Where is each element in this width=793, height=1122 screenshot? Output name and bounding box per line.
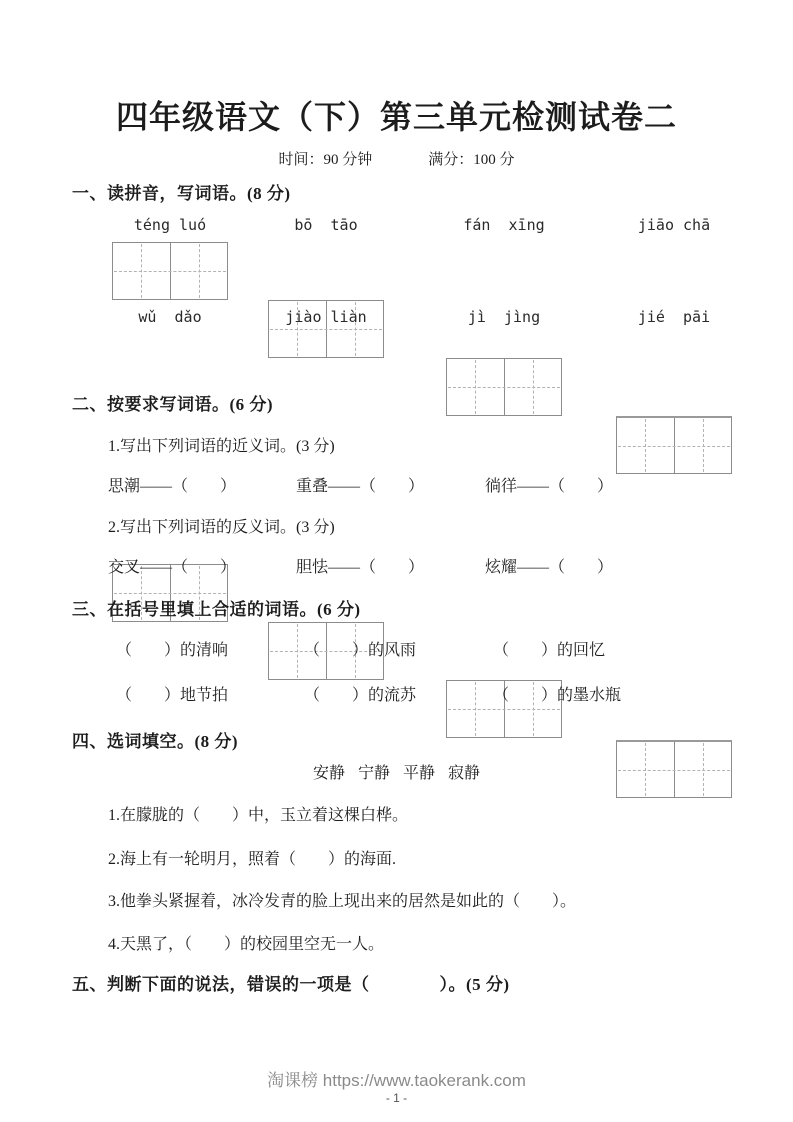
grid-cell [113,243,171,299]
fill-blank-item: 4.天黑了，（ ）的校园里空无一人。 [108,936,385,953]
writing-grid [112,242,228,300]
pinyin-label: jié pāi [637,308,711,326]
section-2-subitem-2: 2.写出下列词语的反义词。(3 分) [108,519,335,536]
section-1-heading: 一、读拼音，写词语。(8 分) [72,184,291,203]
grid-cell [171,243,228,299]
section-3-heading: 三、在括号里填上合适的词语。(6 分) [72,600,361,619]
antonym-blank: 胆怯——（ ） [296,559,425,576]
time-limit-label: 时间：90 分钟 [278,152,373,168]
synonym-blank-row [108,473,753,495]
page-number: - 1 - [385,1091,408,1105]
section-2-heading: 二、按要求写词语。(6 分) [72,395,274,414]
pinyin-label: wǔ dǎo [138,308,202,326]
grid-cell [617,418,675,473]
synonym-blank: 徜徉——（ ） [485,478,614,495]
antonym-blank-row [108,554,753,576]
pinyin-label: jì jìng [467,308,541,326]
pinyin-label: fán xīng [463,216,545,234]
phrase-blank: （ ）的清响 [116,642,229,659]
fill-blank-item: 3.他拳头紧握着，冰冷发青的脸上现出来的居然是如此的（ ）。 [108,893,577,910]
pinyin-label: jiāo chā [637,216,711,234]
section-2-subitem-1: 1.写出下列词语的近义词。(3 分) [108,438,335,455]
antonym-blank: 交叉——（ ） [108,559,237,576]
section-4-heading: 四、选词填空。(8 分) [72,732,239,751]
synonym-blank: 思潮——（ ） [108,478,237,495]
phrase-blank-row [116,682,753,704]
grid-cell [675,418,732,473]
synonym-blank: 重叠——（ ） [296,478,425,495]
writing-grid [616,416,732,474]
antonym-blank: 炫耀——（ ） [485,559,614,576]
phrase-blank: （ ）的回忆 [493,642,606,659]
pinyin-label: téng luó [133,216,207,234]
phrase-blank: （ ）的风雨 [304,642,417,659]
fill-blank-item: 1.在朦胧的（ ）中，玉立着这棵白桦。 [108,807,409,824]
pinyin-label: bō tāo [294,216,358,234]
fill-blank-item: 2.海上有一轮明月，照着（ ）的海面. [108,851,397,868]
phrase-blank: （ ）的流苏 [304,687,417,704]
grid-cell [447,359,505,415]
word-bank: 安静 宁静 平静 寂静 [312,765,480,782]
exam-title: 四年级语文（下）第三单元检测试卷二 [115,99,677,135]
grid-cell [505,359,562,415]
phrase-blank: （ ）的墨水瓶 [493,687,622,704]
footer-site-link: 淘课榜 https://www.taokerank.com [267,1071,526,1090]
phrase-blank-row [116,637,753,659]
phrase-blank: （ ）地节拍 [116,687,229,704]
full-score-label: 满分：100 分 [428,152,515,168]
section-5-heading: 五、判断下面的说法，错误的一项是（ ）。(5 分) [72,975,510,994]
pinyin-label: jiào liàn [285,308,367,326]
exam-subtitle [0,148,793,169]
writing-grid [446,358,562,416]
